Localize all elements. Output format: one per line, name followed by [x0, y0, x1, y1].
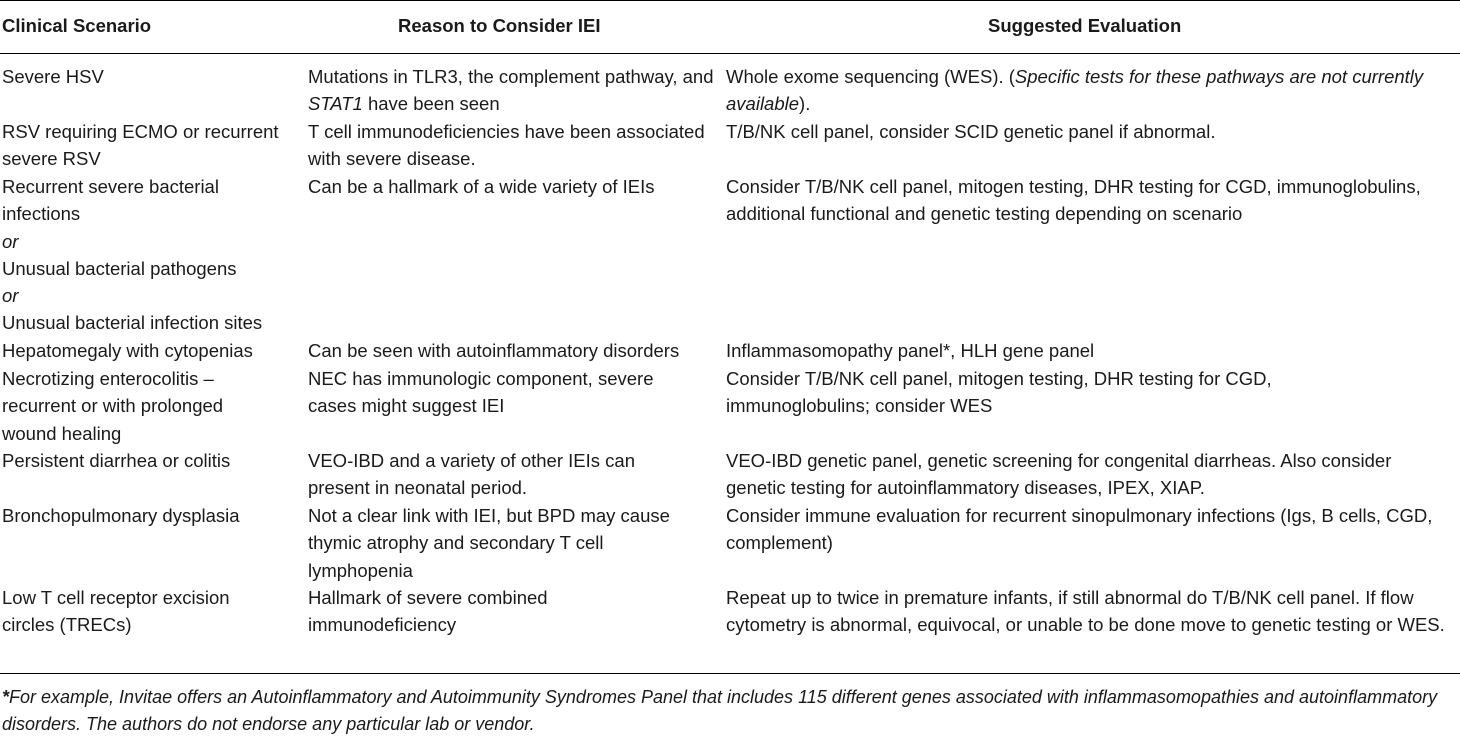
scenario-cell: Low T cell receptor excision circles (TRECs) [2, 587, 230, 636]
header-clinical-scenario: Clinical Scenario [2, 15, 152, 36]
evaluation-cell [726, 63, 1460, 118]
evaluation-cell: Repeat up to twice in premature infants, if still abnormal do T/B/NK cell panel. If flow cytometry is abnormal, equivocal, or unable to be done move to genetic testing or WES. [726, 587, 1445, 636]
gene-name: STAT1 [308, 93, 363, 115]
evaluation-cell: Consider T/B/NK cell panel, mitogen testing, DHR testing for CGD, immunoglobulins; consider WES [726, 368, 1272, 417]
header-reason: Reason to Consider IEI [398, 15, 601, 36]
evaluation-cell: Consider T/B/NK cell panel, mitogen testing, DHR testing for CGD, immunoglobulins, additional functional and genetic testing depending on scenario [726, 176, 1421, 225]
reason-cell: VEO-IBD and a variety of other IEIs can present in neonatal period. [308, 450, 635, 499]
evaluation-note: Specific tests for these pathways are not currently available [726, 66, 1424, 115]
table-bottom-rule [0, 673, 1460, 674]
scenario-line: Unusual bacterial pathogens [2, 257, 237, 279]
scenario-cell: Severe HSV [2, 66, 104, 87]
scenario-line: Recurrent severe bacterial infections [2, 176, 219, 225]
reason-cell: Can be a hallmark of a wide variety of IEIs [308, 176, 655, 197]
scenario-cell: RSV requiring ECMO or recurrent severe RSV [2, 121, 279, 170]
evaluation-cell: VEO-IBD genetic panel, genetic screening for congenital diarrheas. Also consider genetic testing for autoinflammatory diseases, IPEX, XIAP. [726, 450, 1392, 499]
evaluation-cell: Consider immune evaluation for recurrent sinopulmonary infections (Igs, B cells, CGD, complement) [726, 505, 1433, 554]
reason-cell: Hallmark of severe combined immunodeficiency [308, 587, 548, 636]
scenario-line: Unusual bacterial infection sites [2, 312, 263, 334]
evaluation-cell: T/B/NK cell panel, consider SCID genetic panel if abnormal. [726, 121, 1216, 142]
scenario-cell: Persistent diarrhea or colitis [2, 450, 231, 471]
reason-text: Mutations in TLR3, the complement pathway, and [308, 66, 714, 87]
scenario-cell: Hepatomegaly with cytopenias [2, 340, 253, 361]
header-evaluation: Suggested Evaluation [988, 15, 1182, 36]
evaluation-cell: Inflammasomopathy panel*, HLH gene panel [726, 340, 1095, 361]
reason-cell: NEC has immunologic component, severe cases might suggest IEI [308, 368, 654, 417]
reason-text: have been seen [362, 93, 500, 115]
evaluation-text: ). [799, 93, 811, 115]
scenario-or: or [2, 230, 19, 252]
table-footnote [2, 684, 1458, 738]
evaluation-text: Whole exome sequencing (WES). ( [726, 66, 1015, 87]
footnote-marker: * [2, 687, 10, 707]
footnote-text: For example, Invitae offers an Autoinflammatory and Autoimmunity Syndromes Panel that includes 115 different genes associated with inflammasomopathies and autoinflammatory disorders. The authors do not endorse any particular lab or vendor. [2, 687, 1438, 734]
reason-cell: Can be seen with autoinflammatory disorders [308, 340, 680, 361]
reason-cell: Not a clear link with IEI, but BPD may cause thymic atrophy and secondary T cell lymphopenia [308, 505, 670, 581]
scenario-cell: Bronchopulmonary dysplasia [2, 505, 240, 526]
reason-cell [308, 63, 720, 118]
scenario-or: or [2, 285, 19, 307]
header-bottom-rule [0, 53, 1460, 54]
reason-cell: T cell immunodeficiencies have been associated with severe disease. [308, 121, 705, 170]
scenario-cell [2, 173, 263, 337]
scenario-cell: Necrotizing enterocolitis – recurrent or with prolonged wound healing [2, 368, 224, 444]
table-top-rule [0, 0, 1460, 1]
